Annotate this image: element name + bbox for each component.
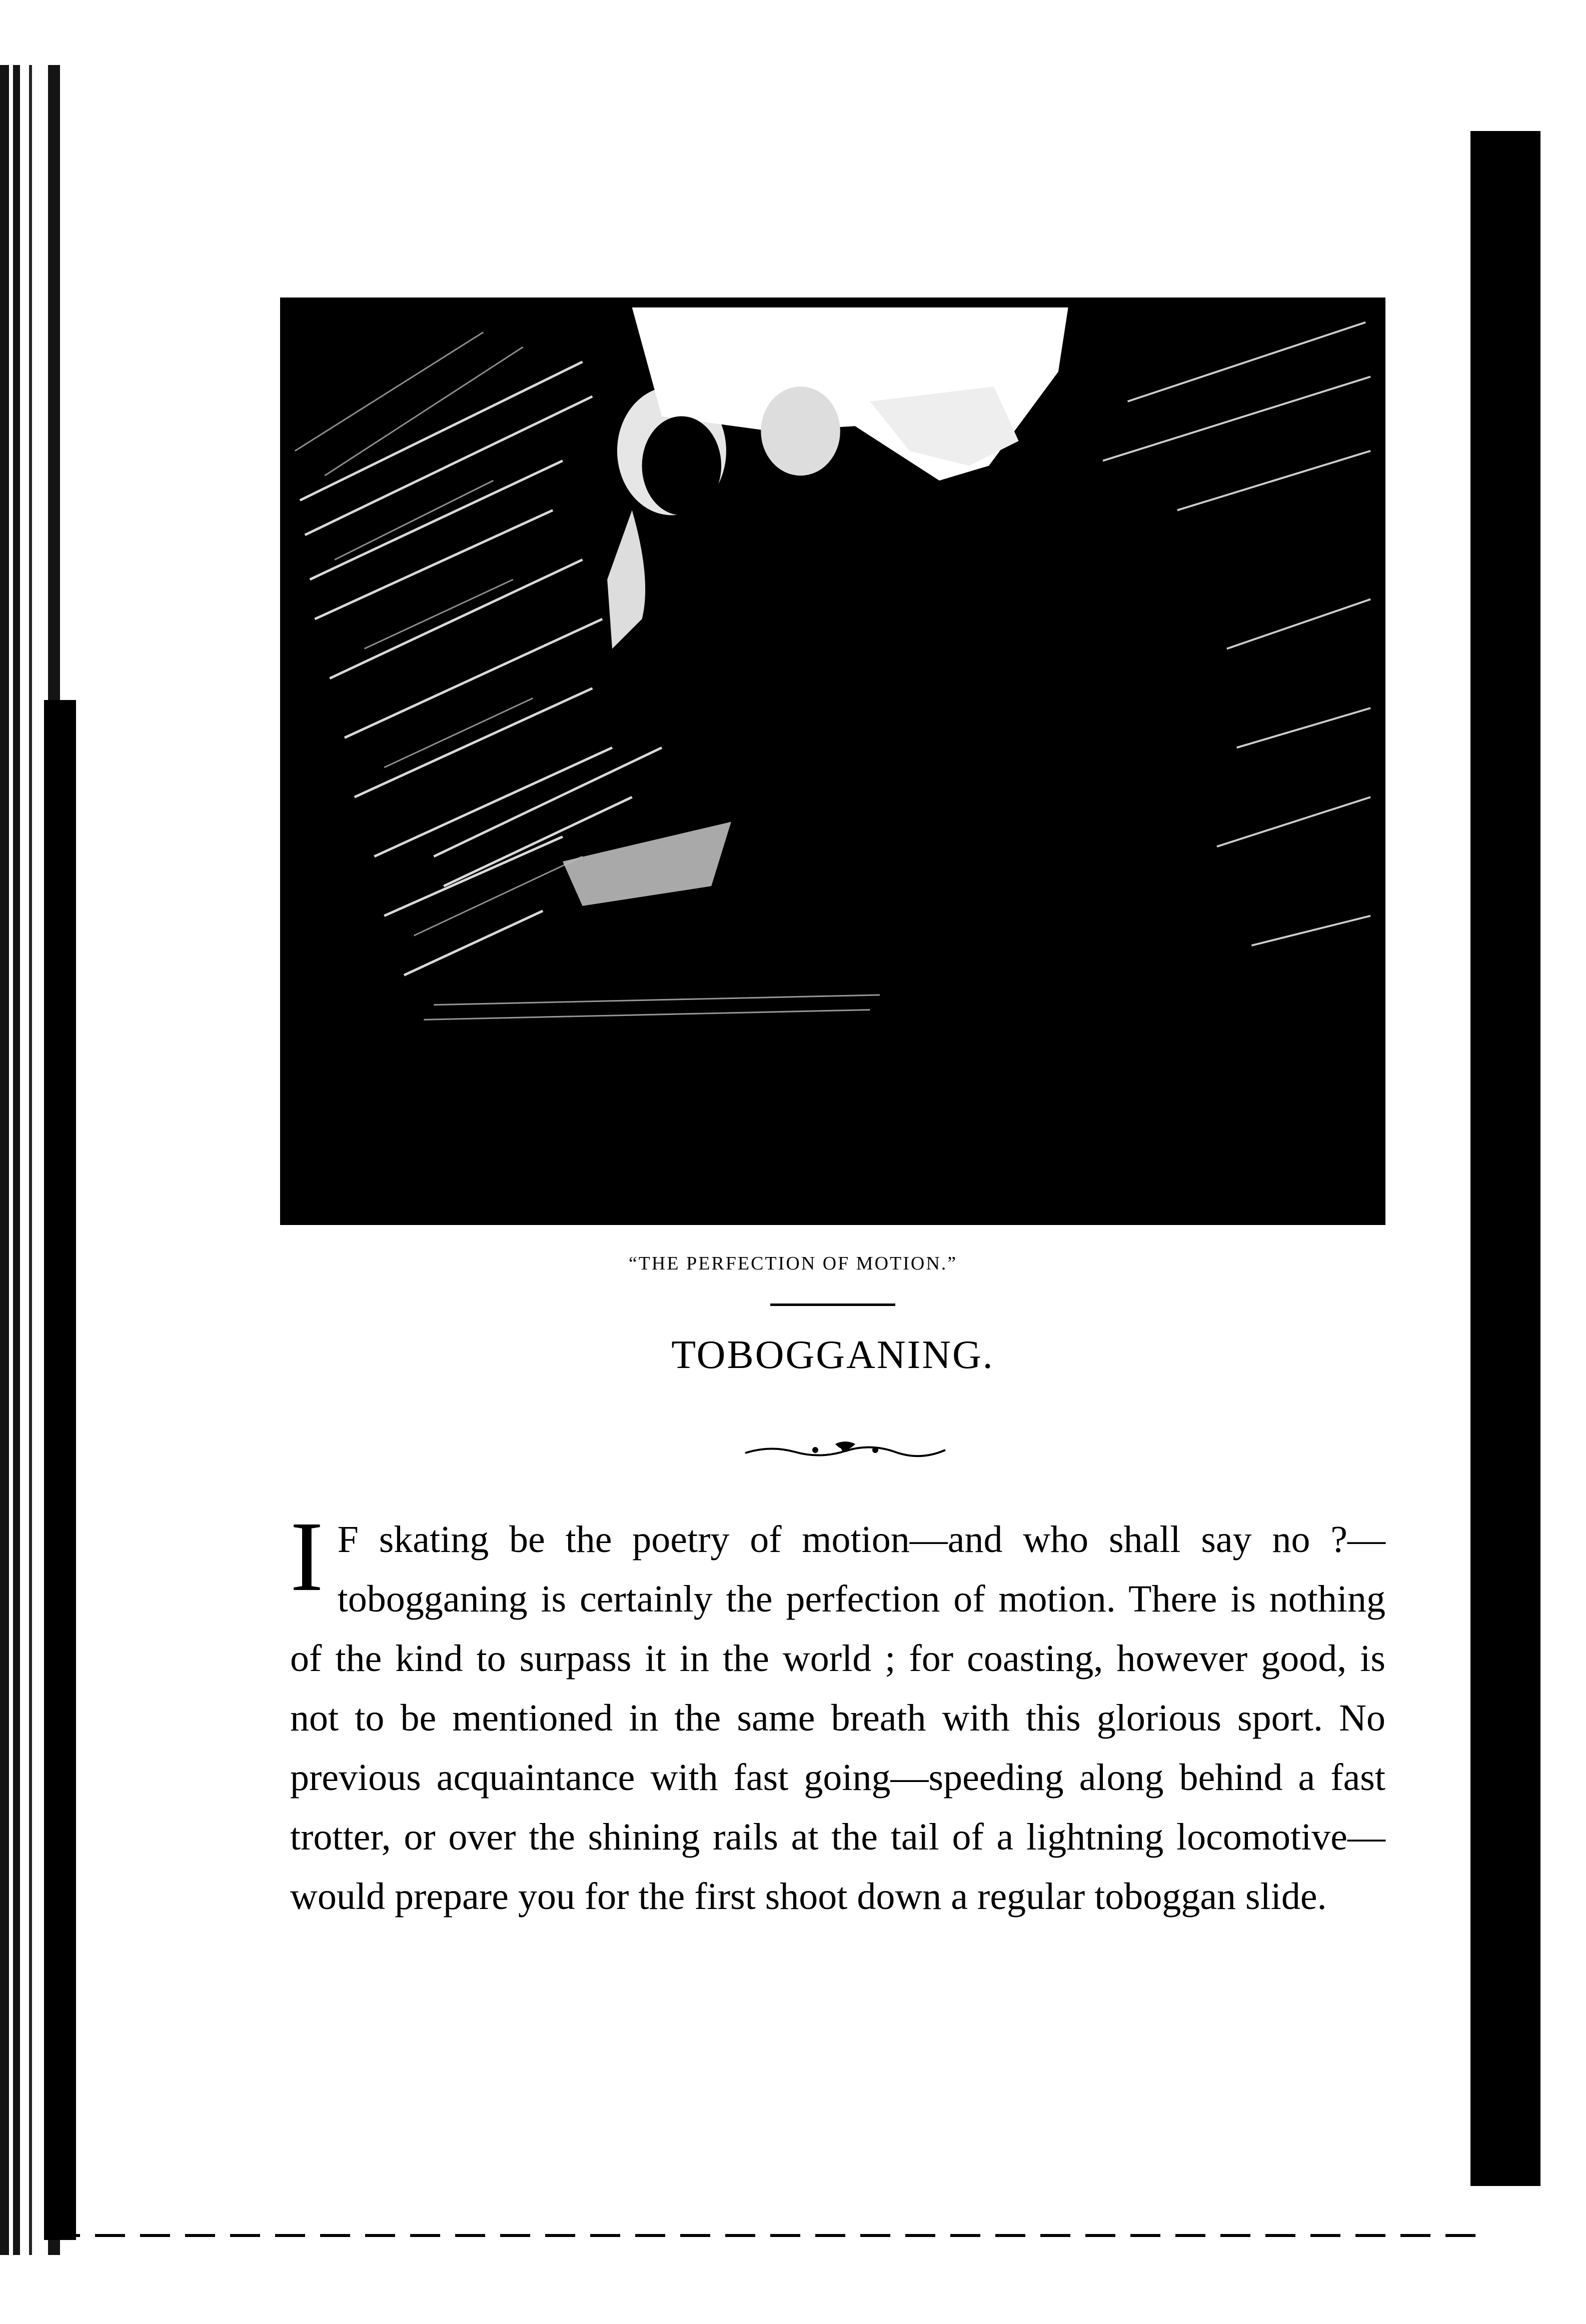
left-binding-shadow (44, 700, 76, 2240)
article-paragraph (290, 1502, 1385, 1926)
ornamental-divider (740, 1440, 950, 1460)
drop-cap: I (290, 1502, 324, 1612)
right-page-edge (1470, 131, 1540, 2186)
article-body (290, 1502, 1385, 1926)
illustration-drawing (285, 302, 1380, 1220)
toboggan-illustration (280, 298, 1385, 1225)
bottom-scan-edge (50, 2234, 1475, 2237)
title-separator-rule (770, 1304, 895, 1306)
figure-caption: “THE PERFECTION OF MOTION.” (628, 1253, 958, 1274)
paragraph-text: F skating be the poetry of motion—and who shall say no ?—tobogganing is certainly the perfection of motion. There is nothing of the kind to surpass it in the world ; for coasting, however good, is not to be mentioned in the same breath with this glorious sport. No previous acquaintance with fast going—speeding along behind a fast trotter, or over the shining rails at the tail of a lightning locomotive—would prepare you for the first shoot down a regular toboggan slide. (290, 1518, 1385, 1918)
article-title: TOBOGGANING. (671, 1333, 994, 1377)
